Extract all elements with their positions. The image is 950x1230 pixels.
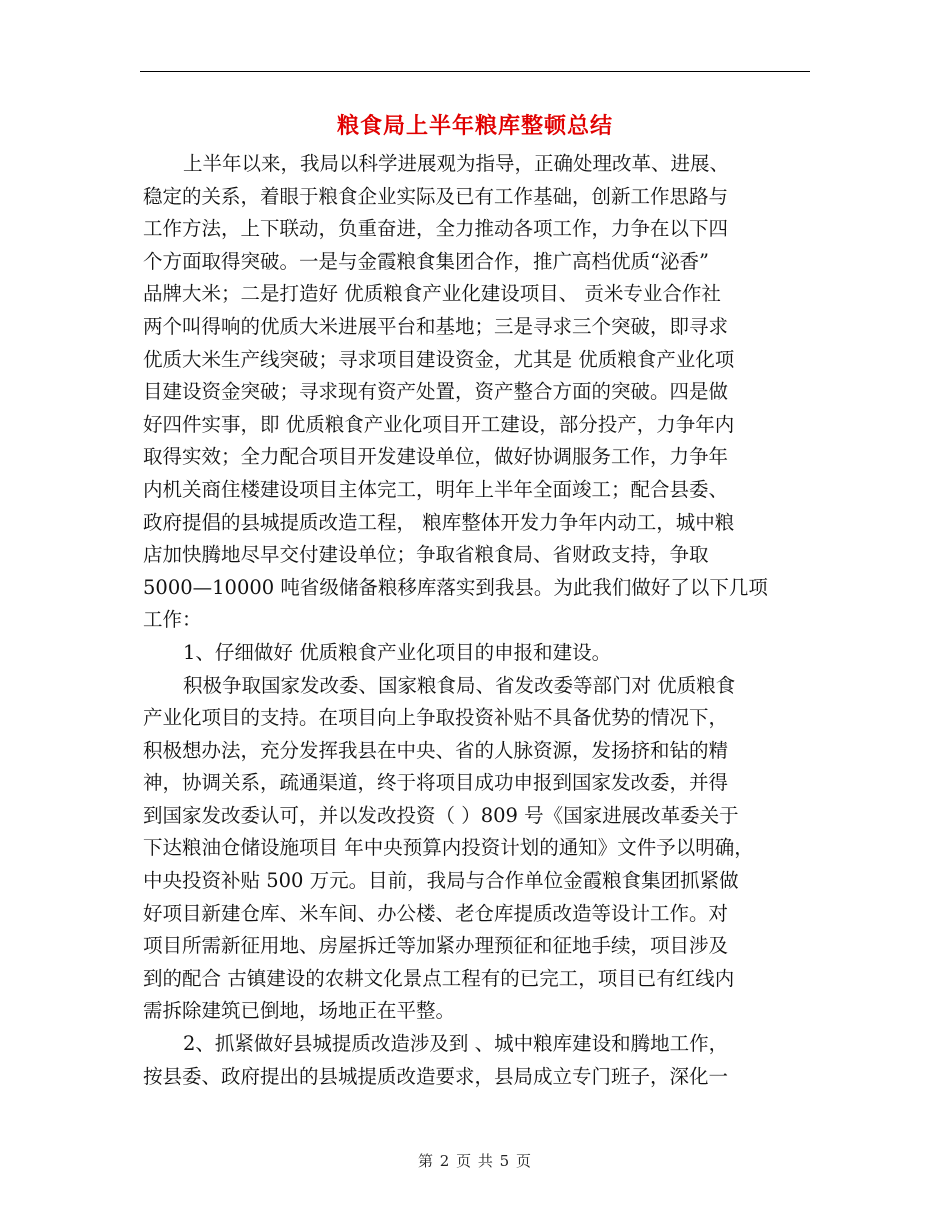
- text-line: 店加快腾地尽早交付建设单位；争取省粮食局、省财政支持，争取: [143, 543, 709, 567]
- page-number: 第 2 页 共 5 页: [418, 1152, 532, 1170]
- text-line: 工作：: [143, 608, 202, 632]
- text-line: 下达粮油仓储设施项目 年中央预算内投资计划的通知》文件予以明确，: [143, 836, 754, 860]
- text-line: 需拆除建筑已倒地，场地正在平整。: [143, 999, 456, 1023]
- text-line: 稳定的关系，着眼于粮食企业实际及已有工作基础，创新工作思路与: [143, 184, 729, 208]
- text-line: 优质大米生产线突破；寻求项目建设资金，尤其是 优质粮食产业化项: [143, 347, 735, 371]
- text-line: 神，协调关系，疏通渠道，终于将项目成功申报到国家发改委，并得: [143, 771, 729, 795]
- text-line: 2、抓紧做好县城提质改造涉及到 、城中粮库建设和腾地工作，: [183, 1032, 729, 1056]
- document-body: [143, 148, 815, 1093]
- text-line: 政府提倡的县城提质改造工程， 粮库整体开发力争年内动工，城中粮: [143, 510, 735, 534]
- header-rule: [140, 71, 810, 72]
- text-line: 1、仔细做好 优质粮食产业化项目的申报和建设。: [183, 640, 612, 664]
- text-line: 取得实效；全力配合项目开发建设单位，做好协调服务工作，力争年: [143, 445, 729, 469]
- text-line: 好四件实事，即 优质粮食产业化项目开工建设，部分投产，力争年内: [143, 412, 735, 436]
- document-title: 粮食局上半年粮库整顿总结: [336, 113, 613, 139]
- text-line: 内机关商住楼建设项目主体完工，明年上半年全面竣工；配合县委、: [143, 477, 729, 501]
- text-line: 两个叫得响的优质大米进展平台和基地；三是寻求三个突破，即寻求: [143, 314, 729, 338]
- text-line: 个方面取得突破。一是与金霞粮食集团合作，推广高档优质“泌香”: [143, 249, 709, 273]
- text-line: 中央投资补贴 500 万元。目前，我局与合作单位金霞粮食集团抓紧做: [143, 869, 739, 893]
- text-line: 上半年以来，我局以科学进展观为指导，正确处理改革、进展、: [183, 152, 730, 175]
- text-line: 工作方法，上下联动，负重奋进，全力推动各项工作，力争在以下四: [143, 217, 729, 241]
- text-line: 到国家发改委认可，并以发改投资（ ）809 号《国家进展改革委关于: [143, 803, 739, 827]
- text-line: 品牌大米；二是打造好 优质粮食产业化建设项目、 贡米专业合作社: [143, 282, 721, 306]
- text-line: 5000—10000 吨省级储备粮移库落实到我县。为此我们做好了以下几项: [143, 575, 768, 599]
- text-line: 按县委、政府提出的县城提质改造要求，县局成立专门班子，深化一: [143, 1064, 729, 1088]
- text-line: 产业化项目的支持。在项目向上争取投资补贴不具备优势的情况下，: [143, 706, 729, 730]
- text-line: 积极想办法，充分发挥我县在中央、省的人脉资源，发扬挤和钻的精: [143, 738, 729, 762]
- text-line: 目建设资金突破；寻求现有资产处置，资产整合方面的突破。四是做: [143, 380, 729, 404]
- text-line: 项目所需新征用地、房屋拆迁等加紧办理预征和征地手续，项目涉及: [143, 934, 729, 958]
- text-line: 到的配合 古镇建设的农耕文化景点工程有的已完工，项目已有红线内: [143, 966, 735, 990]
- text-line: 好项目新建仓库、米车间、办公楼、老仓库提质改造等设计工作。对: [143, 901, 729, 925]
- text-line: 积极争取国家发改委、国家粮食局、省发改委等部门对 优质粮食: [183, 673, 736, 697]
